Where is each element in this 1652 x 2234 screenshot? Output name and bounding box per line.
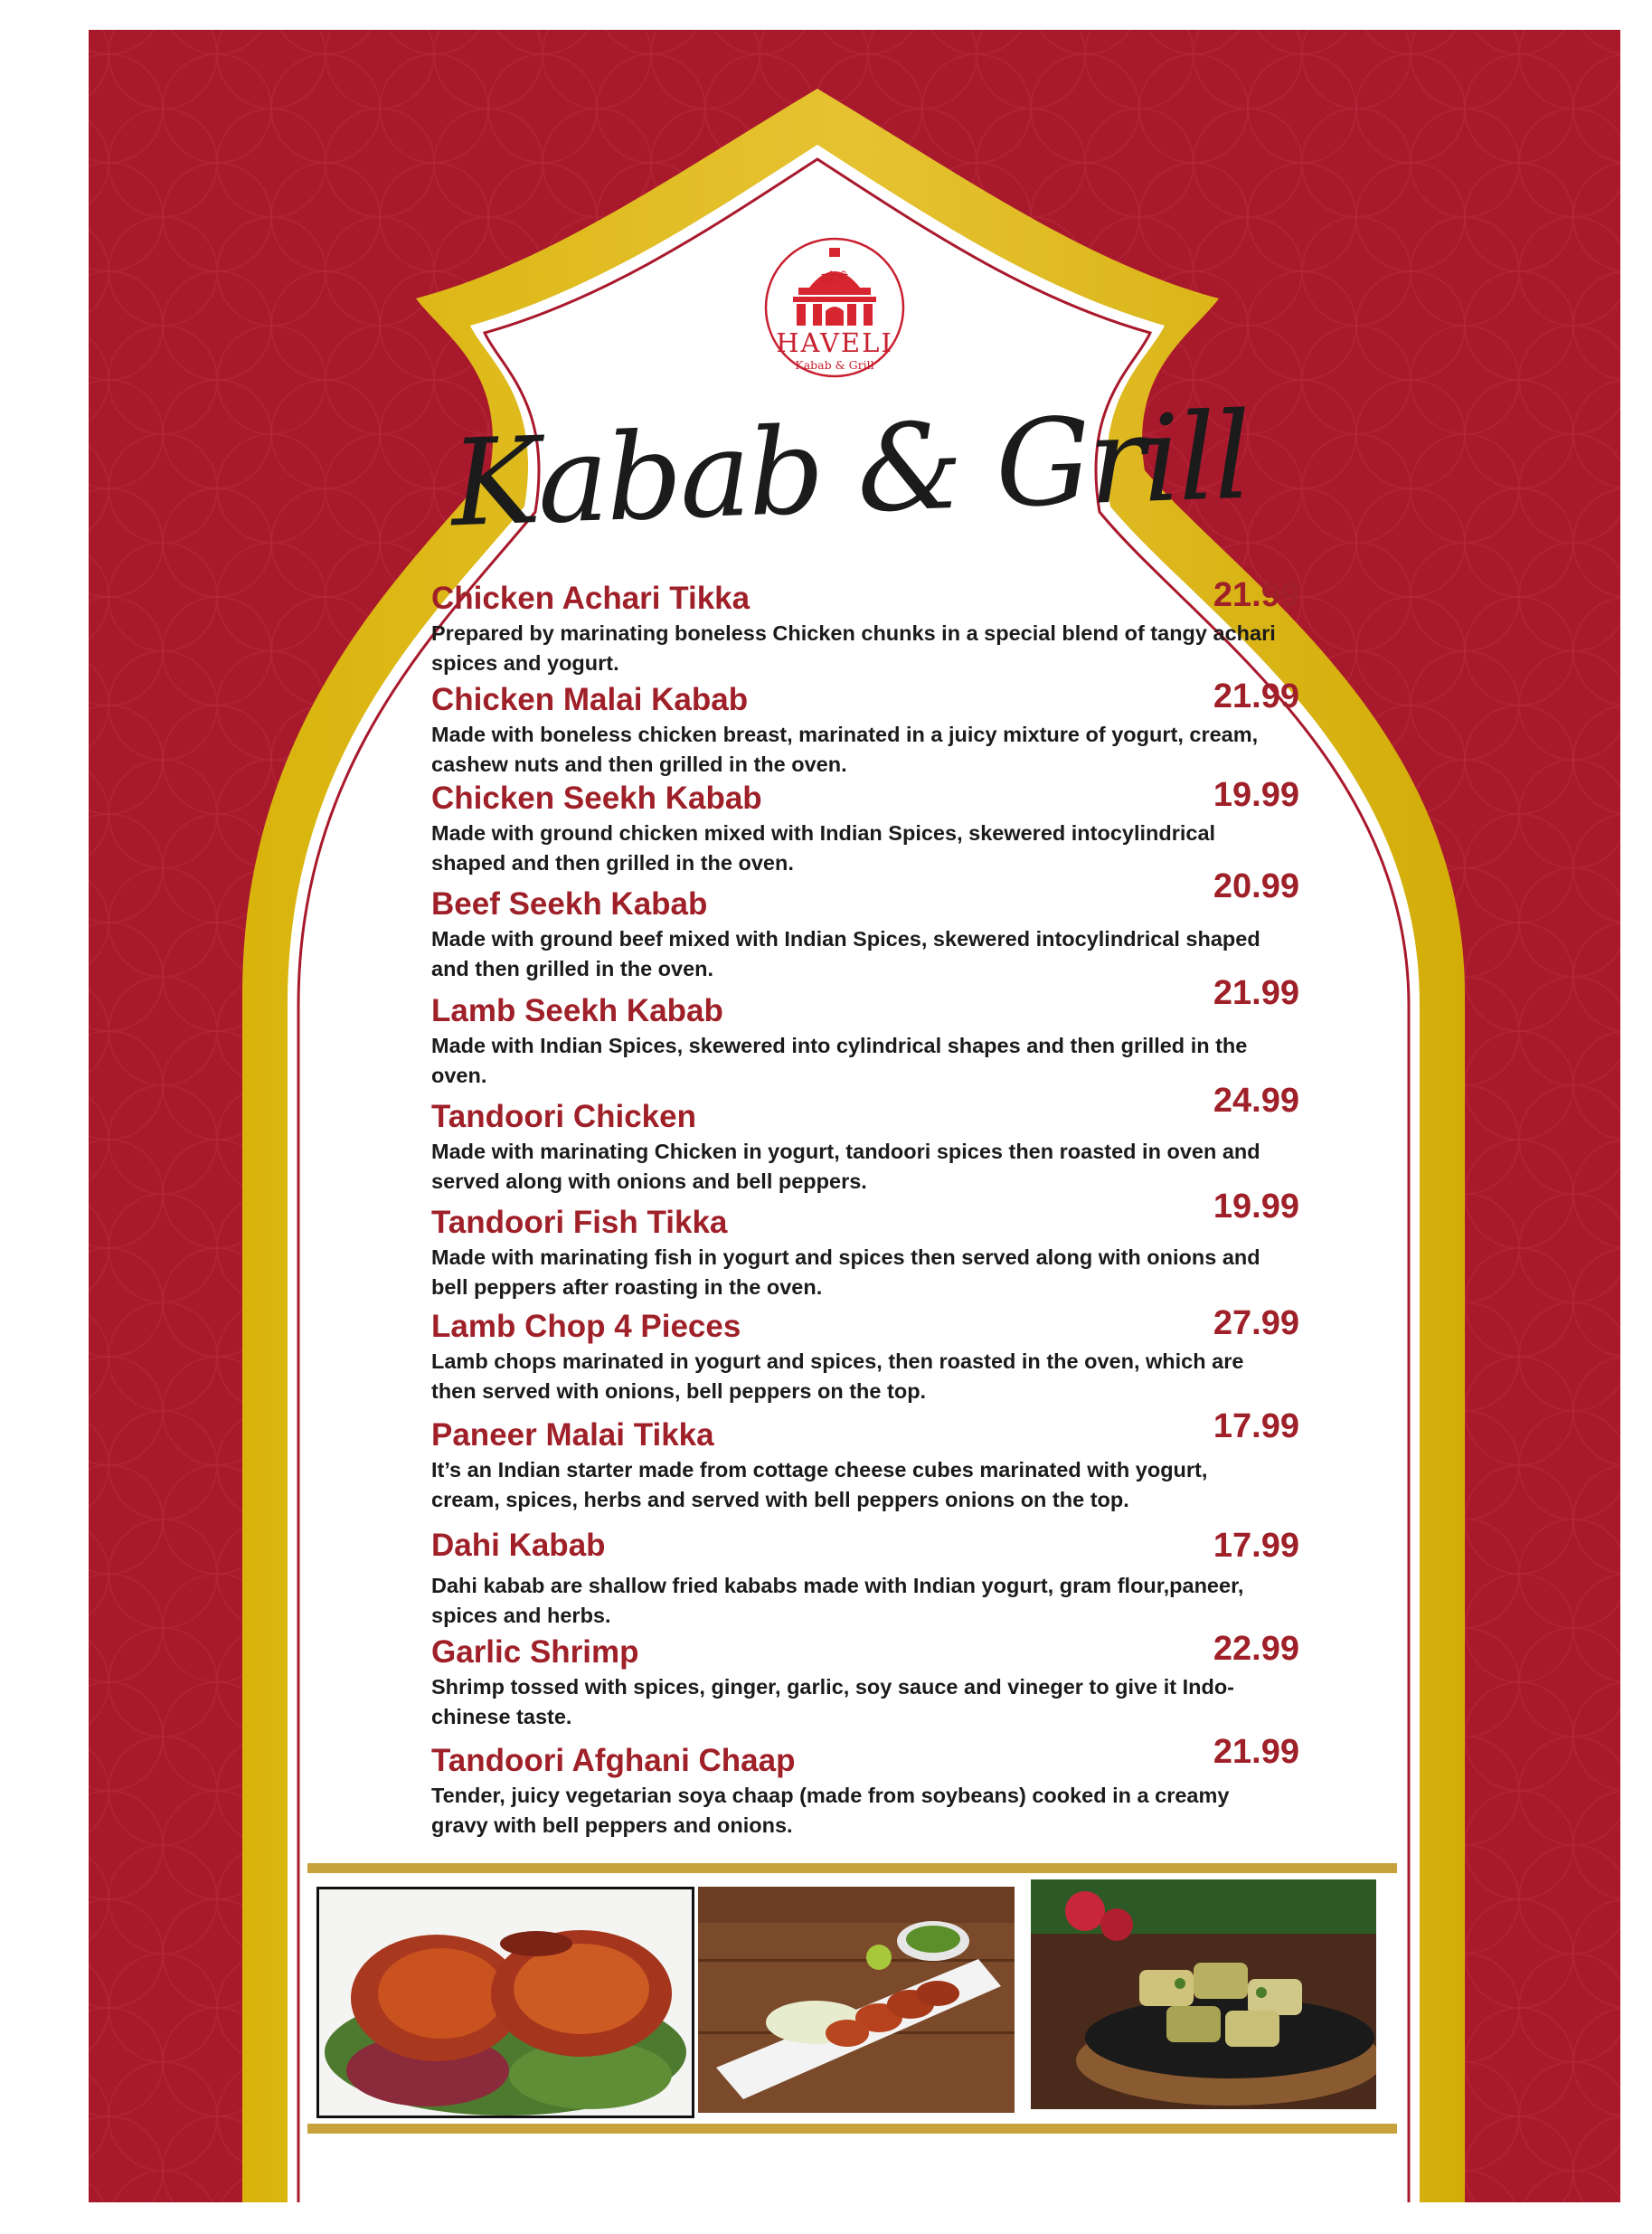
- item-name: Lamb Seekh Kabab: [431, 993, 723, 1028]
- item-description: Lamb chops marinated in yogurt and spices, then roasted in the oven, which are then served with onions, bell peppers on the top.: [431, 1349, 1244, 1403]
- menu-item: [431, 677, 1299, 781]
- item-price: 22.99: [1213, 1630, 1299, 1668]
- item-name: Lamb Chop 4 Pieces: [431, 1309, 741, 1344]
- gold-divider-bottom: [307, 2124, 1397, 2134]
- menu-item: [431, 1630, 1299, 1734]
- item-name: Dahi Kabab: [431, 1528, 606, 1563]
- menu-item: [431, 576, 1299, 680]
- item-price: 17.99: [1213, 1407, 1299, 1445]
- item-price: 19.99: [1213, 776, 1299, 814]
- item-price: 21.99: [1213, 677, 1299, 715]
- item-price: 21.99: [1213, 576, 1299, 614]
- logo-name: HAVELI: [776, 327, 893, 358]
- item-description: Made with Indian Spices, skewered into cylindrical shapes and then grilled in the oven.: [431, 1034, 1248, 1087]
- item-description: Made with ground beef mixed with Indian Spices, skewered intocylindrical shaped and then grilled in the oven.: [431, 927, 1260, 980]
- menu-item: [431, 1082, 1299, 1198]
- menu-item: [431, 867, 1299, 986]
- item-name: Chicken Achari Tikka: [431, 581, 750, 616]
- menu-item: [431, 1733, 1299, 1842]
- menu-item: [431, 1526, 1299, 1627]
- menu-item: [431, 1304, 1299, 1408]
- item-name: Chicken Malai Kabab: [431, 682, 749, 717]
- item-description: Dahi kabab are shallow fried kababs made with Indian yogurt, gram flour,paneer, spices and herbs.: [431, 1574, 1244, 1627]
- item-description: Prepared by marinating boneless Chicken chunks in a special blend of tangy achari spices and yogurt.: [431, 621, 1276, 675]
- item-name: Chicken Seekh Kabab: [431, 781, 762, 816]
- logo-subtitle: Kabab & Grill: [795, 358, 874, 372]
- haveli-logo: [762, 228, 907, 387]
- item-description: Tender, juicy vegetarian soya chaap (made from soybeans) cooked in a creamy gravy with bell peppers and onions.: [431, 1784, 1230, 1837]
- fish-tikka-photo: [698, 1887, 1015, 2113]
- item-name: Garlic Shrimp: [431, 1634, 639, 1670]
- menu-item: [431, 1407, 1299, 1517]
- menu-item: [431, 974, 1299, 1093]
- item-price: 19.99: [1213, 1188, 1299, 1226]
- page-title: Kabab & Grill: [448, 386, 1251, 554]
- tandoori-chicken-photo: [316, 1887, 694, 2118]
- logo-native-script: ਹਵੇਲੀ: [821, 271, 848, 285]
- item-price: 24.99: [1213, 1082, 1299, 1120]
- menu-item: [431, 776, 1299, 880]
- item-description: It’s an Indian starter made from cottage cheese cubes marinated with yogurt, cream, spices, herbs and served with bell peppers onions on the top.: [431, 1458, 1208, 1511]
- item-description: Made with marinating Chicken in yogurt, tandoori spices then roasted in oven and served along with onions and bell peppers.: [431, 1140, 1260, 1193]
- menu-list: [431, 576, 1299, 1845]
- paneer-tikka-photo: [1031, 1879, 1376, 2109]
- item-price: 17.99: [1213, 1527, 1299, 1565]
- item-description: Made with boneless chicken breast, marinated in a juicy mixture of yogurt, cream, cashew nuts and then grilled in the oven.: [431, 723, 1259, 776]
- item-name: Beef Seekh Kabab: [431, 886, 708, 922]
- gold-divider-top: [307, 1863, 1397, 1873]
- item-price: 27.99: [1213, 1304, 1299, 1342]
- item-name: Tandoori Chicken: [431, 1099, 696, 1134]
- item-price: 21.99: [1213, 1733, 1299, 1771]
- item-price: 21.99: [1213, 974, 1299, 1012]
- item-price: 20.99: [1213, 867, 1299, 905]
- item-name: Tandoori Fish Tikka: [431, 1205, 728, 1240]
- item-name: Paneer Malai Tikka: [431, 1417, 714, 1453]
- item-name: Tandoori Afghani Chaap: [431, 1743, 796, 1778]
- item-description: Shrimp tossed with spices, ginger, garlic, soy sauce and vineger to give it Indo-chinese taste.: [431, 1675, 1234, 1728]
- menu-item: [431, 1188, 1299, 1304]
- item-description: Made with marinating fish in yogurt and spices then served along with onions and bell peppers after roasting in the oven.: [431, 1245, 1260, 1299]
- item-description: Made with ground chicken mixed with Indian Spices, skewered intocylindrical shaped and then grilled in the oven.: [431, 821, 1216, 875]
